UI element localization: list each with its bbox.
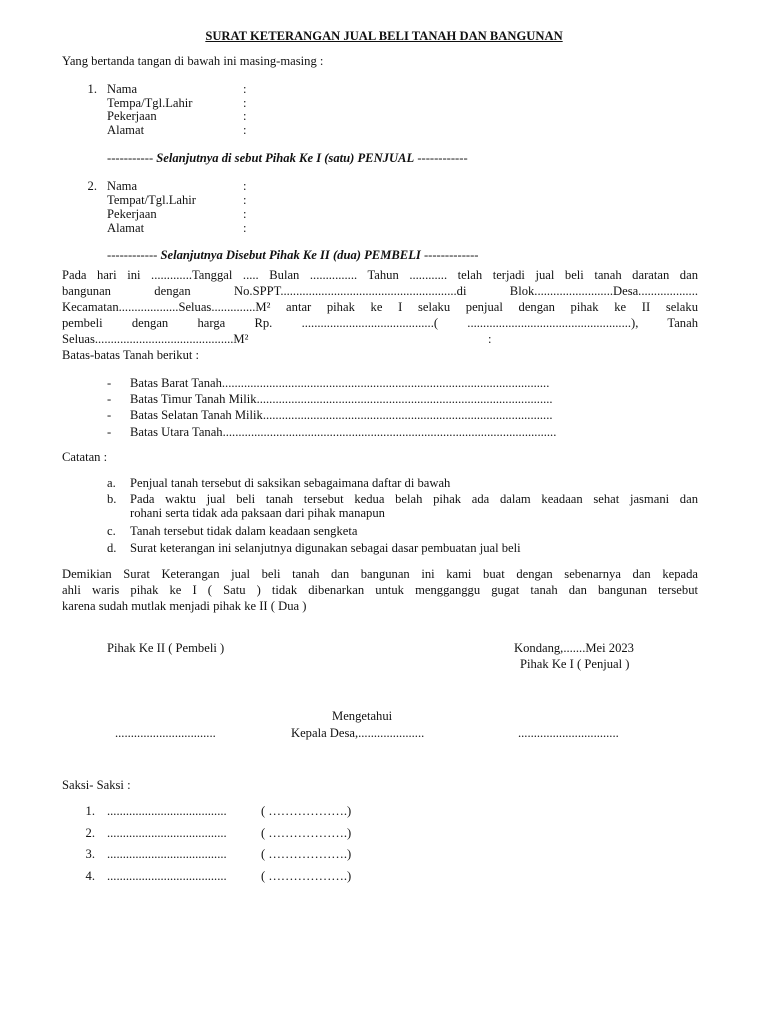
- party-1-field-birth: Tempa/Tgl.Lahir: [107, 96, 193, 110]
- witness-number: 4.: [85, 869, 95, 883]
- note-line: Pada waktu jual beli tanah tersebut kedua belah pihak ada dalam keadaan sehat jasmani dan: [130, 492, 698, 506]
- party-2-field-address: Alamat: [107, 221, 145, 235]
- seller-signature-dots: ................................: [518, 726, 619, 740]
- seller-label: Pihak Ke I ( Penjual ): [520, 657, 630, 671]
- witnesses-heading: Saksi- Saksi :: [62, 778, 131, 792]
- witness-number: 3.: [85, 847, 95, 861]
- buyer-label: Pihak Ke II ( Pembeli ): [107, 641, 225, 655]
- borders-heading: Batas-batas Tanah berikut :: [62, 348, 200, 362]
- note-item: Surat keterangan ini selanjutnya digunakan sebagai dasar pembuatan jual beli: [130, 541, 521, 555]
- witness-number: 1.: [85, 804, 95, 818]
- closing-line: ahli waris pihak ke I ( Satu ) tidak dibenarkan untuk mengganggu gugat tanah dan bangunan tersebut: [62, 583, 698, 597]
- transaction-line: bangunan dengan No.SPPT........................................................di Blok.........................Desa...................: [62, 284, 698, 298]
- border-dash: -: [107, 392, 112, 406]
- witness-signature: ( ……………….): [261, 847, 352, 861]
- note-item: [130, 492, 698, 520]
- note-letter: b.: [107, 492, 117, 506]
- intro-text: Yang bertanda tangan di bawah ini masing-masing :: [62, 54, 324, 68]
- place-date: Kondang,.......Mei 2023: [514, 641, 634, 655]
- party-1-colon: :: [243, 82, 247, 96]
- transaction-paragraph: [62, 268, 698, 348]
- border-dash: -: [107, 425, 112, 439]
- transaction-line: Seluas............................................M²: [62, 332, 249, 346]
- party-1-number: 1.: [87, 82, 97, 96]
- buyer-signature-dots: ................................: [115, 726, 216, 740]
- party-2-colon: :: [243, 193, 247, 207]
- note-letter: a.: [107, 476, 116, 490]
- party-2-field-birth: Tempat/Tgl.Lahir: [107, 193, 196, 207]
- border-item: Batas Barat Tanah........................................................................................................: [130, 376, 550, 390]
- witness-signature: ( ……………….): [261, 826, 352, 840]
- note-line: rohani serta tidak ada paksaan dari pihak manapun: [130, 506, 385, 520]
- closing-line: karena sudah mutlak menjadi pihak ke II ( Dua ): [62, 599, 307, 613]
- border-item: Batas Selatan Tanah Milik............................................................................................: [130, 408, 553, 422]
- border-item: Batas Timur Tanah Milik..............................................................................................: [130, 392, 553, 406]
- border-dash: -: [107, 408, 112, 422]
- party-1-field-name: Nama: [107, 82, 138, 96]
- party-2-number: 2.: [87, 179, 97, 193]
- witness-name-dots: ......................................: [107, 869, 227, 883]
- party-2-colon: :: [243, 221, 247, 235]
- party-1-colon: :: [243, 96, 247, 110]
- party-1-field-address: Alamat: [107, 123, 145, 137]
- party-2-field-job: Pekerjaan: [107, 207, 157, 221]
- witness-signature: ( ……………….): [261, 804, 352, 818]
- document-title: SURAT KETERANGAN JUAL BELI TANAH DAN BANGUNAN: [205, 29, 563, 43]
- closing-paragraph: [62, 567, 698, 615]
- party-2-colon: :: [243, 207, 247, 221]
- closing-line: Demikian Surat Keterangan jual beli tanah dan bangunan ini kami buat dengan sebenarnya dan kepada: [62, 567, 698, 581]
- party-1-field-job: Pekerjaan: [107, 109, 157, 123]
- transaction-line: Pada hari ini .............Tanggal ..... Bulan ............... Tahun ............ telah terjadi jual beli tanah daratan dan: [62, 268, 698, 282]
- transaction-colon: :: [488, 332, 492, 346]
- note-letter: d.: [107, 541, 117, 555]
- party-2-colon: :: [243, 179, 247, 193]
- note-item: Penjual tanah tersebut di saksikan sebagaimana daftar di bawah: [130, 476, 451, 490]
- transaction-line: pembeli dengan harga Rp. ..........................................( ....................................................), Tanah: [62, 316, 698, 330]
- acknowledge-label: Mengetahui: [332, 709, 393, 723]
- note-letter: c.: [107, 524, 116, 538]
- witness-name-dots: ......................................: [107, 804, 227, 818]
- party-1-colon: :: [243, 109, 247, 123]
- witness-signature: ( ……………….): [261, 869, 352, 883]
- witness-name-dots: ......................................: [107, 826, 227, 840]
- party-1-separator: ----------- Selanjutnya di sebut Pihak Ke I (satu) PENJUAL ------------: [107, 151, 468, 165]
- border-item: Batas Utara Tanah..........................................................................................................: [130, 425, 557, 439]
- witness-number: 2.: [85, 826, 95, 840]
- party-2-field-name: Nama: [107, 179, 138, 193]
- notes-heading: Catatan :: [62, 450, 108, 464]
- border-dash: -: [107, 376, 112, 390]
- party-2-separator: ------------ Selanjutnya Disebut Pihak Ke II (dua) PEMBELI -------------: [107, 248, 479, 262]
- party-1-colon: :: [243, 123, 247, 137]
- transaction-line: Kecamatan...................Seluas..............M² antar pihak ke I selaku penjual dengan pihak ke II selaku: [62, 300, 698, 314]
- witness-name-dots: ......................................: [107, 847, 227, 861]
- village-head-label: Kepala Desa,.....................: [291, 726, 425, 740]
- note-item: Tanah tersebut tidak dalam keadaan sengketa: [130, 524, 358, 538]
